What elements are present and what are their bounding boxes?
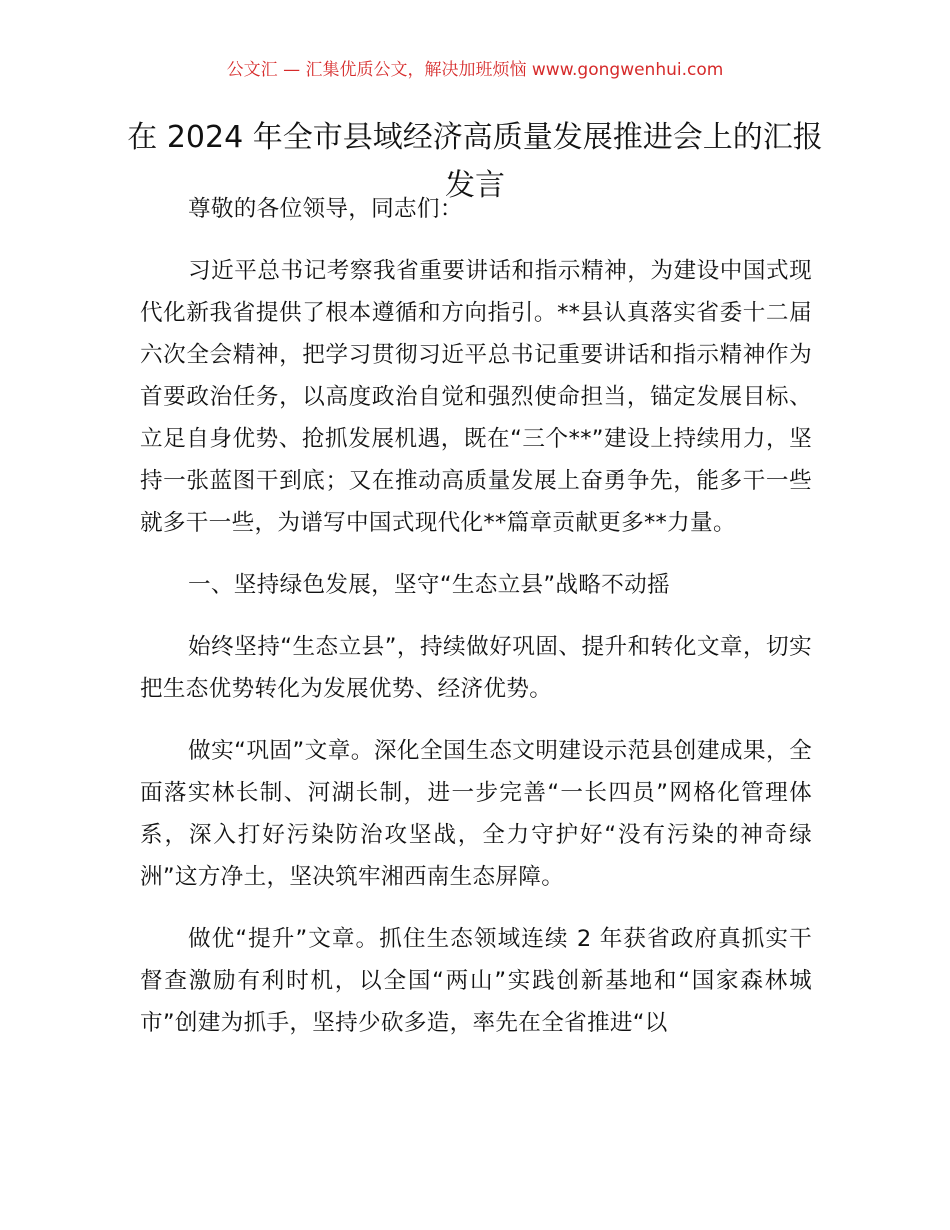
section-heading-1: 一、坚持绿色发展，坚守“生态立县”战略不动摇 bbox=[188, 572, 670, 598]
salutation: 尊敬的各位领导，同志们： bbox=[188, 196, 463, 222]
paragraph-consolidate: 做实“巩固”文章。深化全国生态文明建设示范县创建成果，全面落实林长制、河湖长制，进一步完善“一长四员”网格化管理体系，深入打好污染防治攻坚战，全力守护好“没有污染的神奇绿洲”这方净土，坚决筑牢湘西南生态屏障。 bbox=[140, 738, 812, 890]
paragraph-upgrade: 做优“提升”文章。抓住生态领域连续 2 年获省政府真抓实干督查激励有利时机，以全国“两山”实践创新基地和“国家森林城市”创建为抓手，坚持少砍多造，率先在全省推进“以 bbox=[140, 926, 812, 1036]
paragraph-section-1-summary: 始终坚持“生态立县”，持续做好巩固、提升和转化文章，切实把生态优势转化为发展优势、经济优势。 bbox=[140, 634, 812, 702]
site-header-banner: 公文汇 — 汇集优质公文，解决加班烦恼 www.gongwenhui.com bbox=[226, 60, 724, 80]
document-title: 在 2024 年全市县域经济高质量发展推进会上的汇报发言 bbox=[127, 120, 823, 203]
paragraph-intro: 习近平总书记考察我省重要讲话和指示精神，为建设中国式现代化新我省提供了根本遵循和方向指引。**县认真落实省委十二届六次全会精神，把学习贯彻习近平总书记重要讲话和指示精神作为首要政治任务，以高度政治自觉和强烈使命担当，锚定发展目标、立足自身优势、抢抓发展机遇，既在“三个**”建设上持续用力，坚持一张蓝图干到底；又在推动高质量发展上奋勇争先，能多干一些就多干一些，为谱写中国式现代化**篇章贡献更多**力量。 bbox=[140, 258, 812, 536]
document-body bbox=[140, 188, 812, 1064]
